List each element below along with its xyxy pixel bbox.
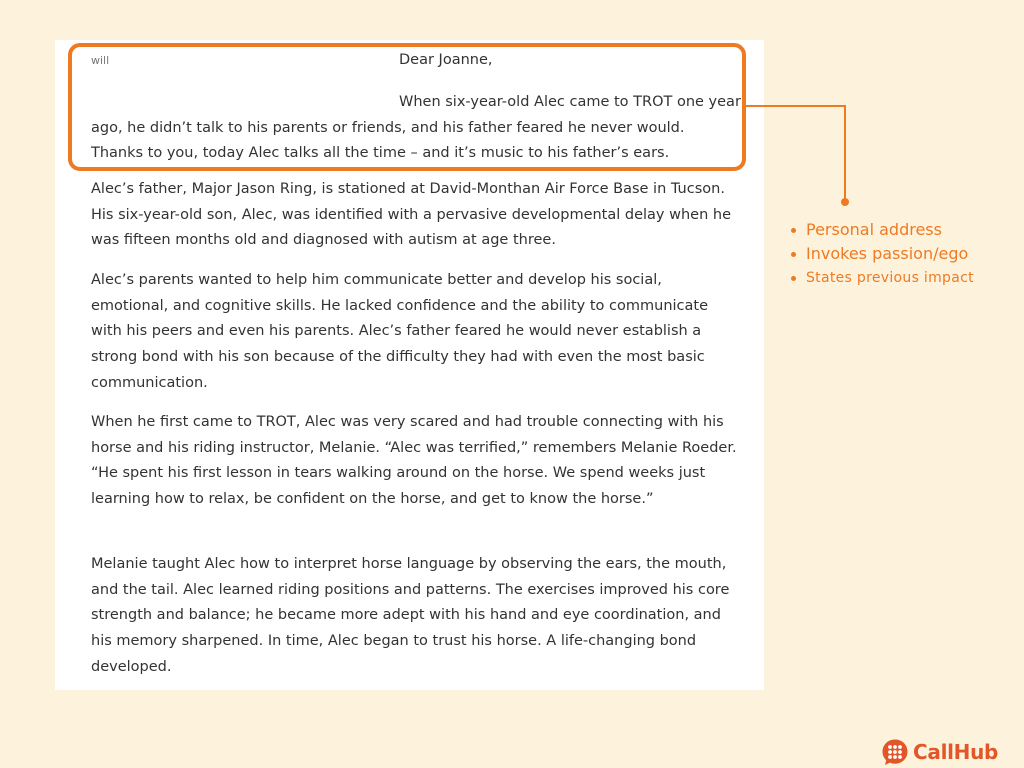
paragraph-2: Alec’s parents wanted to help him communicate better and develop his social, emotional, and cognitive skills. He lacked confidence and the ability to communicate with his peers and even his parents. Alec’s father feared he would never establish a strong bond with his son because of the difficulty they had with even the most basic communication. <box>91 272 709 391</box>
paragraph-3: When he first came to TROT, Alec was very scared and had trouble connecting with his horse and his riding instructor, Melanie. “Alec was terrified,” remembers Melanie Roeder. “He spent his first lesson in tears walking around on the horse. We spend weeks just learning how to relax, be confident on the horse, and get to know the horse.” <box>91 414 737 508</box>
callhub-logo-icon <box>881 738 909 766</box>
paragraph-1: Alec’s father, Major Jason Ring, is stationed at David-Monthan Air Force Base in Tucson. His six-year-old son, Alec, was identified with a pervasive developmental delay when he was fifteen months old and diagnosed with autism at age three. <box>91 181 731 249</box>
callout-line <box>742 106 845 200</box>
brand-logo <box>881 736 998 768</box>
paragraph-4: Melanie taught Alec how to interpret horse language by observing the ears, the mouth, and the tail. Alec learned riding positions and patterns. The exercises improved his core strength and balance; he became more adept with his hand and eye coordination, and his memory sharpened. In time, Alec began to trust his horse. A life-changing bond developed. <box>91 556 730 675</box>
callout-dot <box>841 198 849 206</box>
annotation-previous-impact: States previous impact <box>788 266 974 290</box>
annotation-personal-address: Personal address <box>788 218 974 242</box>
salutation: Dear Joanne, <box>399 52 493 68</box>
annotation-list <box>788 218 974 290</box>
annotation-invokes-passion: Invokes passion/ego <box>788 242 974 266</box>
brand-name: CallHub <box>913 740 999 764</box>
cut-off-text: will <box>91 54 110 67</box>
opening-paragraph-text: When six-year-old Alec came to TROT one year ago, he didn’t talk to his parents or friends, and his father feared he never would. Thanks to you, today Alec talks all the time – and it’s music to his father’s ears. <box>91 94 741 162</box>
